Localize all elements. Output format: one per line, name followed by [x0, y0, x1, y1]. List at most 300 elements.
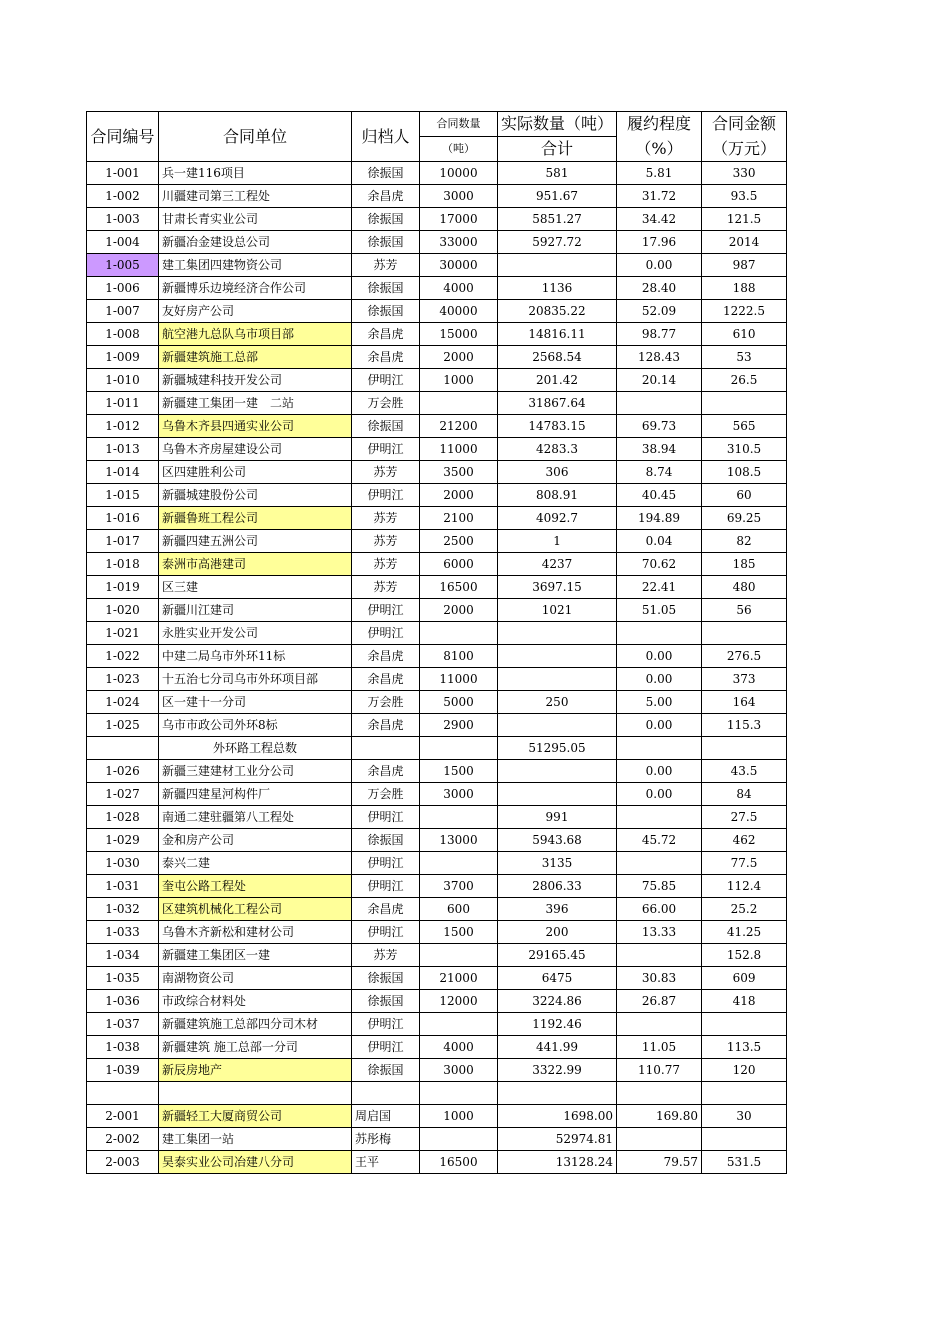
header-qty-line2: （吨） [420, 137, 498, 162]
cell-contract-code: 1-005 [87, 254, 159, 277]
cell-contract-code: 1-017 [87, 530, 159, 553]
cell-actual-qty: 1 [498, 530, 617, 553]
cell-contract-code: 1-028 [87, 806, 159, 829]
table-row [87, 1082, 787, 1105]
cell-fulfillment-rate: 194.89 [617, 507, 702, 530]
cell-contract-code: 1-031 [87, 875, 159, 898]
cell-contract-unit: 新疆博乐边境经济合作公司 [159, 277, 352, 300]
cell-contract-amount: 69.25 [702, 507, 787, 530]
cell-contract-qty: 4000 [420, 1036, 498, 1059]
cell-contract-qty: 21000 [420, 967, 498, 990]
cell-contract-unit: 建工集团一站 [159, 1127, 352, 1150]
table-row [87, 346, 787, 369]
table-row [87, 254, 787, 277]
cell-contract-amount: 43.5 [702, 760, 787, 783]
cell-contract-unit: 友好房产公司 [159, 300, 352, 323]
cell-contract-qty: 11000 [420, 438, 498, 461]
cell-fulfillment-rate [617, 622, 702, 645]
cell-fulfillment-rate: 169.80 [617, 1104, 702, 1127]
cell-fulfillment-rate: 0.00 [617, 783, 702, 806]
cell-contract-qty: 5000 [420, 691, 498, 714]
table-row [87, 415, 787, 438]
table-row [87, 553, 787, 576]
table-row [87, 162, 787, 185]
table-row [87, 438, 787, 461]
table-body [87, 162, 787, 1174]
cell-contract-code: 1-030 [87, 852, 159, 875]
cell-contract-unit: 川疆建司第三工程处 [159, 185, 352, 208]
cell-contract-unit: 泰兴二建 [159, 852, 352, 875]
cell-actual-qty: 4283.3 [498, 438, 617, 461]
cell-contract-qty: 2100 [420, 507, 498, 530]
cell-actual-qty: 4092.7 [498, 507, 617, 530]
cell-contract-qty: 2900 [420, 714, 498, 737]
cell-archivist: 王平 [352, 1150, 420, 1173]
cell-contract-unit: 外环路工程总数 [159, 737, 352, 760]
cell-contract-qty: 15000 [420, 323, 498, 346]
cell-contract-unit: 南湖物资公司 [159, 967, 352, 990]
cell-contract-amount: 2014 [702, 231, 787, 254]
cell-archivist [352, 737, 420, 760]
cell-archivist: 徐振国 [352, 162, 420, 185]
cell-contract-unit: 新疆三建建材工业分公司 [159, 760, 352, 783]
cell-contract-amount: 56 [702, 599, 787, 622]
cell-archivist: 苏芳 [352, 254, 420, 277]
cell-contract-code: 1-006 [87, 277, 159, 300]
table-row [87, 300, 787, 323]
table-row [87, 645, 787, 668]
cell-fulfillment-rate: 11.05 [617, 1036, 702, 1059]
cell-contract-code [87, 1082, 159, 1105]
cell-contract-amount: 609 [702, 967, 787, 990]
table-row [87, 530, 787, 553]
cell-contract-qty: 3500 [420, 461, 498, 484]
cell-contract-amount: 26.5 [702, 369, 787, 392]
cell-fulfillment-rate: 38.94 [617, 438, 702, 461]
cell-archivist: 余昌虎 [352, 668, 420, 691]
cell-actual-qty: 4237 [498, 553, 617, 576]
cell-contract-unit: 南通二建驻疆第八工程处 [159, 806, 352, 829]
cell-contract-qty: 6000 [420, 553, 498, 576]
cell-archivist: 余昌虎 [352, 645, 420, 668]
cell-contract-code: 1-001 [87, 162, 159, 185]
cell-contract-code: 1-010 [87, 369, 159, 392]
cell-archivist: 万会胜 [352, 691, 420, 714]
cell-contract-qty: 30000 [420, 254, 498, 277]
cell-contract-code: 1-013 [87, 438, 159, 461]
header-unit: 合同单位 [159, 112, 352, 162]
cell-fulfillment-rate: 110.77 [617, 1059, 702, 1082]
cell-archivist: 伊明江 [352, 484, 420, 507]
cell-fulfillment-rate: 28.40 [617, 277, 702, 300]
cell-archivist: 余昌虎 [352, 185, 420, 208]
cell-contract-qty: 2500 [420, 530, 498, 553]
cell-contract-amount: 152.8 [702, 944, 787, 967]
table-row [87, 576, 787, 599]
cell-contract-amount: 120 [702, 1059, 787, 1082]
cell-contract-unit: 泰洲市高港建司 [159, 553, 352, 576]
cell-fulfillment-rate [617, 852, 702, 875]
cell-archivist: 余昌虎 [352, 346, 420, 369]
cell-archivist: 万会胜 [352, 392, 420, 415]
cell-fulfillment-rate: 0.00 [617, 645, 702, 668]
cell-actual-qty: 200 [498, 921, 617, 944]
cell-contract-qty [420, 392, 498, 415]
cell-fulfillment-rate: 66.00 [617, 898, 702, 921]
cell-actual-qty: 14816.11 [498, 323, 617, 346]
cell-actual-qty [498, 254, 617, 277]
cell-contract-code: 1-037 [87, 1013, 159, 1036]
cell-archivist: 余昌虎 [352, 323, 420, 346]
table-row [87, 185, 787, 208]
cell-contract-code: 1-018 [87, 553, 159, 576]
table-row [87, 714, 787, 737]
cell-fulfillment-rate: 0.00 [617, 254, 702, 277]
cell-contract-amount [702, 1127, 787, 1150]
cell-archivist: 苏芳 [352, 530, 420, 553]
cell-archivist: 苏芳 [352, 507, 420, 530]
cell-contract-unit: 乌鲁木齐县四通实业公司 [159, 415, 352, 438]
cell-archivist: 周启国 [352, 1104, 420, 1127]
cell-contract-code: 1-016 [87, 507, 159, 530]
cell-contract-amount: 27.5 [702, 806, 787, 829]
cell-contract-code: 1-019 [87, 576, 159, 599]
cell-contract-qty: 8100 [420, 645, 498, 668]
cell-actual-qty: 3224.86 [498, 990, 617, 1013]
cell-contract-qty [420, 852, 498, 875]
cell-contract-code: 1-036 [87, 990, 159, 1013]
cell-fulfillment-rate: 0.04 [617, 530, 702, 553]
table-row [87, 737, 787, 760]
cell-contract-code: 1-003 [87, 208, 159, 231]
cell-contract-unit: 区三建 [159, 576, 352, 599]
table-row [87, 1150, 787, 1173]
cell-contract-unit: 永胜实业开发公司 [159, 622, 352, 645]
table-row [87, 507, 787, 530]
cell-contract-amount: 93.5 [702, 185, 787, 208]
cell-actual-qty: 1021 [498, 599, 617, 622]
cell-actual-qty: 396 [498, 898, 617, 921]
cell-actual-qty: 201.42 [498, 369, 617, 392]
cell-contract-unit: 市政综合材料处 [159, 990, 352, 1013]
cell-contract-amount: 84 [702, 783, 787, 806]
cell-contract-qty [420, 622, 498, 645]
header-amount-line1: 合同金额 [702, 112, 787, 137]
cell-actual-qty: 808.91 [498, 484, 617, 507]
header-code: 合同编号 [87, 112, 159, 162]
cell-fulfillment-rate: 98.77 [617, 323, 702, 346]
cell-contract-amount [702, 1082, 787, 1105]
cell-contract-qty: 1500 [420, 921, 498, 944]
cell-fulfillment-rate: 13.33 [617, 921, 702, 944]
cell-actual-qty: 581 [498, 162, 617, 185]
cell-contract-qty: 3000 [420, 783, 498, 806]
cell-actual-qty: 14783.15 [498, 415, 617, 438]
cell-archivist: 苏芳 [352, 576, 420, 599]
cell-contract-unit: 建工集团四建物资公司 [159, 254, 352, 277]
cell-contract-amount: 77.5 [702, 852, 787, 875]
cell-contract-amount: 112.4 [702, 875, 787, 898]
header-rate-line2: （%） [617, 137, 702, 162]
table-row [87, 323, 787, 346]
cell-contract-amount: 480 [702, 576, 787, 599]
cell-contract-amount: 188 [702, 277, 787, 300]
cell-actual-qty: 3322.99 [498, 1059, 617, 1082]
cell-contract-amount: 1222.5 [702, 300, 787, 323]
table-row [87, 921, 787, 944]
cell-fulfillment-rate: 5.00 [617, 691, 702, 714]
cell-contract-unit: 新疆城建股份公司 [159, 484, 352, 507]
cell-fulfillment-rate: 79.57 [617, 1150, 702, 1173]
cell-archivist: 徐振国 [352, 1059, 420, 1082]
cell-contract-code: 1-007 [87, 300, 159, 323]
cell-fulfillment-rate: 45.72 [617, 829, 702, 852]
cell-archivist: 徐振国 [352, 967, 420, 990]
cell-fulfillment-rate: 0.00 [617, 668, 702, 691]
cell-contract-code: 2-001 [87, 1104, 159, 1127]
cell-contract-amount: 330 [702, 162, 787, 185]
cell-fulfillment-rate: 0.00 [617, 760, 702, 783]
cell-fulfillment-rate: 26.87 [617, 990, 702, 1013]
cell-contract-qty: 3700 [420, 875, 498, 898]
cell-contract-amount: 60 [702, 484, 787, 507]
cell-actual-qty: 991 [498, 806, 617, 829]
cell-contract-qty: 10000 [420, 162, 498, 185]
cell-contract-qty [420, 1082, 498, 1105]
cell-contract-unit: 新疆建筑施工总部四分司木材 [159, 1013, 352, 1036]
cell-contract-code: 1-025 [87, 714, 159, 737]
table-row [87, 760, 787, 783]
cell-contract-qty: 2000 [420, 346, 498, 369]
cell-contract-qty: 3000 [420, 185, 498, 208]
table-row [87, 898, 787, 921]
cell-archivist: 伊明江 [352, 369, 420, 392]
cell-archivist: 余昌虎 [352, 760, 420, 783]
cell-contract-qty: 2000 [420, 599, 498, 622]
cell-contract-amount: 82 [702, 530, 787, 553]
cell-fulfillment-rate [617, 944, 702, 967]
cell-contract-code [87, 737, 159, 760]
cell-archivist: 伊明江 [352, 806, 420, 829]
cell-contract-amount: 531.5 [702, 1150, 787, 1173]
cell-fulfillment-rate: 8.74 [617, 461, 702, 484]
cell-contract-code: 1-023 [87, 668, 159, 691]
cell-contract-code: 2-003 [87, 1150, 159, 1173]
cell-contract-code: 1-022 [87, 645, 159, 668]
cell-contract-qty: 21200 [420, 415, 498, 438]
cell-contract-amount: 30 [702, 1104, 787, 1127]
cell-archivist [352, 1082, 420, 1105]
cell-contract-amount: 565 [702, 415, 787, 438]
cell-actual-qty: 250 [498, 691, 617, 714]
cell-contract-qty: 3000 [420, 1059, 498, 1082]
header-actual-line2: 合计 [498, 137, 617, 162]
cell-contract-qty: 33000 [420, 231, 498, 254]
cell-contract-amount [702, 737, 787, 760]
cell-contract-unit: 乌鲁木齐新松和建材公司 [159, 921, 352, 944]
cell-contract-code: 1-035 [87, 967, 159, 990]
cell-archivist: 苏芳 [352, 553, 420, 576]
cell-contract-code: 1-027 [87, 783, 159, 806]
cell-actual-qty [498, 668, 617, 691]
cell-contract-unit: 新疆冶金建设总公司 [159, 231, 352, 254]
cell-contract-code: 1-009 [87, 346, 159, 369]
cell-contract-qty: 40000 [420, 300, 498, 323]
cell-actual-qty: 306 [498, 461, 617, 484]
cell-archivist: 伊明江 [352, 438, 420, 461]
table-row [87, 392, 787, 415]
table-row [87, 944, 787, 967]
cell-contract-qty: 1000 [420, 369, 498, 392]
cell-contract-amount: 610 [702, 323, 787, 346]
cell-fulfillment-rate [617, 1013, 702, 1036]
cell-contract-unit: 乌鲁木齐房屋建设公司 [159, 438, 352, 461]
cell-contract-code: 1-020 [87, 599, 159, 622]
cell-archivist: 伊明江 [352, 1013, 420, 1036]
table-row [87, 461, 787, 484]
cell-contract-amount [702, 622, 787, 645]
cell-actual-qty [498, 622, 617, 645]
cell-archivist: 徐振国 [352, 300, 420, 323]
table-row [87, 1059, 787, 1082]
cell-contract-unit [159, 1082, 352, 1105]
cell-archivist: 伊明江 [352, 852, 420, 875]
cell-contract-unit: 新疆建工集团一建 二站 [159, 392, 352, 415]
cell-contract-code: 1-014 [87, 461, 159, 484]
cell-contract-unit: 奎屯公路工程处 [159, 875, 352, 898]
cell-contract-unit: 新疆建筑施工总部 [159, 346, 352, 369]
cell-fulfillment-rate: 0.00 [617, 714, 702, 737]
cell-contract-qty: 2000 [420, 484, 498, 507]
cell-fulfillment-rate [617, 1127, 702, 1150]
table-row [87, 990, 787, 1013]
cell-archivist: 余昌虎 [352, 898, 420, 921]
cell-contract-amount: 53 [702, 346, 787, 369]
cell-contract-unit: 中建二局乌市外环11标 [159, 645, 352, 668]
cell-contract-unit: 新辰房地产 [159, 1059, 352, 1082]
cell-actual-qty: 1192.46 [498, 1013, 617, 1036]
cell-actual-qty: 52974.81 [498, 1127, 617, 1150]
header-person: 归档人 [352, 112, 420, 162]
cell-contract-code: 1-032 [87, 898, 159, 921]
table-row [87, 1104, 787, 1127]
cell-fulfillment-rate: 34.42 [617, 208, 702, 231]
cell-actual-qty [498, 760, 617, 783]
cell-contract-unit: 新疆建筑 施工总部一分司 [159, 1036, 352, 1059]
table-row [87, 484, 787, 507]
cell-contract-qty [420, 1127, 498, 1150]
cell-contract-unit: 金和房产公司 [159, 829, 352, 852]
cell-actual-qty: 2806.33 [498, 875, 617, 898]
cell-actual-qty [498, 714, 617, 737]
cell-actual-qty [498, 1082, 617, 1105]
table-row [87, 852, 787, 875]
table-row [87, 1127, 787, 1150]
cell-contract-amount: 108.5 [702, 461, 787, 484]
cell-contract-amount: 164 [702, 691, 787, 714]
cell-archivist: 万会胜 [352, 783, 420, 806]
table-row [87, 599, 787, 622]
cell-contract-code: 1-012 [87, 415, 159, 438]
cell-archivist: 徐振国 [352, 829, 420, 852]
cell-fulfillment-rate: 17.96 [617, 231, 702, 254]
table-row [87, 668, 787, 691]
table-header [87, 112, 787, 162]
cell-contract-amount: 276.5 [702, 645, 787, 668]
cell-actual-qty: 3697.15 [498, 576, 617, 599]
table-row [87, 875, 787, 898]
header-rate-line1: 履约程度 [617, 112, 702, 137]
cell-fulfillment-rate: 69.73 [617, 415, 702, 438]
cell-contract-amount: 373 [702, 668, 787, 691]
cell-actual-qty: 6475 [498, 967, 617, 990]
cell-contract-qty: 17000 [420, 208, 498, 231]
cell-contract-amount: 185 [702, 553, 787, 576]
table-row [87, 967, 787, 990]
cell-contract-qty: 13000 [420, 829, 498, 852]
cell-fulfillment-rate: 52.09 [617, 300, 702, 323]
cell-actual-qty [498, 783, 617, 806]
cell-actual-qty: 31867.64 [498, 392, 617, 415]
cell-fulfillment-rate: 5.81 [617, 162, 702, 185]
cell-contract-unit: 十五治七分司乌市外环项目部 [159, 668, 352, 691]
cell-actual-qty: 1136 [498, 277, 617, 300]
table-row [87, 806, 787, 829]
cell-contract-qty: 16500 [420, 576, 498, 599]
cell-fulfillment-rate: 128.43 [617, 346, 702, 369]
cell-actual-qty: 5927.72 [498, 231, 617, 254]
cell-contract-amount: 310.5 [702, 438, 787, 461]
cell-fulfillment-rate [617, 1082, 702, 1105]
cell-actual-qty: 3135 [498, 852, 617, 875]
table-row [87, 622, 787, 645]
cell-actual-qty: 20835.22 [498, 300, 617, 323]
cell-contract-amount: 41.25 [702, 921, 787, 944]
cell-contract-amount: 418 [702, 990, 787, 1013]
cell-contract-unit: 兵一建116项目 [159, 162, 352, 185]
cell-archivist: 伊明江 [352, 875, 420, 898]
cell-fulfillment-rate: 75.85 [617, 875, 702, 898]
cell-archivist: 徐振国 [352, 415, 420, 438]
cell-contract-qty [420, 737, 498, 760]
cell-actual-qty: 2568.54 [498, 346, 617, 369]
cell-fulfillment-rate [617, 392, 702, 415]
cell-actual-qty: 5851.27 [498, 208, 617, 231]
cell-contract-amount [702, 392, 787, 415]
cell-archivist: 伊明江 [352, 622, 420, 645]
cell-contract-unit: 乌市市政公司外环8标 [159, 714, 352, 737]
cell-archivist: 徐振国 [352, 231, 420, 254]
cell-fulfillment-rate [617, 737, 702, 760]
cell-contract-code: 1-015 [87, 484, 159, 507]
cell-contract-unit: 区四建胜利公司 [159, 461, 352, 484]
cell-actual-qty: 441.99 [498, 1036, 617, 1059]
cell-contract-qty: 600 [420, 898, 498, 921]
cell-contract-code: 1-029 [87, 829, 159, 852]
cell-actual-qty [498, 645, 617, 668]
cell-contract-code: 1-002 [87, 185, 159, 208]
cell-fulfillment-rate [617, 806, 702, 829]
cell-actual-qty: 1698.00 [498, 1104, 617, 1127]
cell-contract-qty: 16500 [420, 1150, 498, 1173]
cell-contract-amount: 987 [702, 254, 787, 277]
cell-contract-qty: 1000 [420, 1104, 498, 1127]
table-row [87, 208, 787, 231]
table-row [87, 783, 787, 806]
cell-contract-qty [420, 1013, 498, 1036]
cell-contract-unit: 新疆四建五洲公司 [159, 530, 352, 553]
table-row [87, 829, 787, 852]
